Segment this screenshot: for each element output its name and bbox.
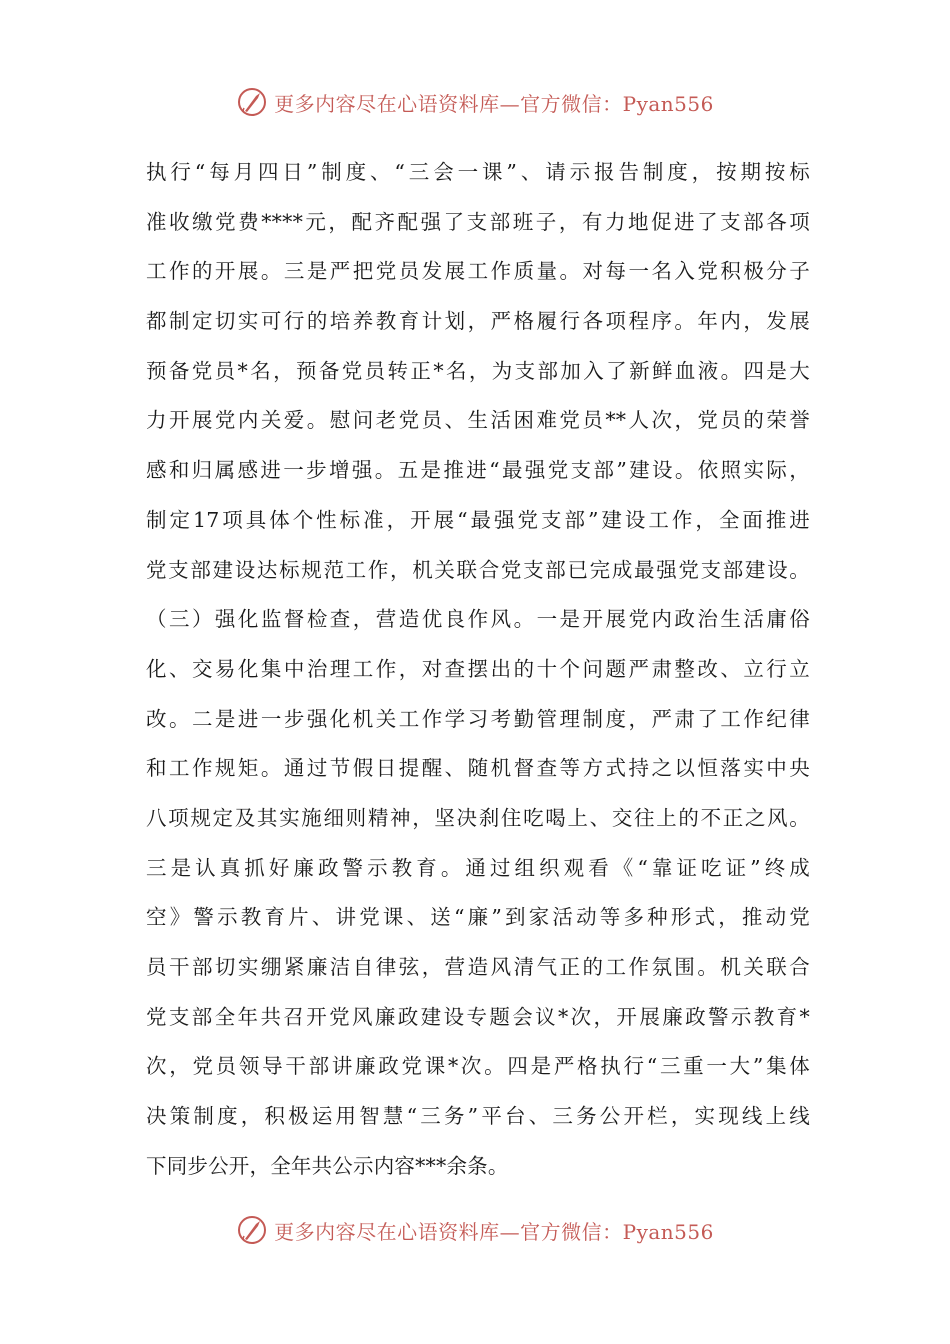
body-line: 工作的开展。三是严把党员发展工作质量。对每一名入党积极分子 (146, 259, 810, 284)
quill-pen-logo-icon (236, 86, 268, 118)
body-line: 员干部切实绷紧廉洁自律弦，营造风清气正的工作氛围。机关联合 (146, 955, 810, 979)
quill-pen-logo-icon (236, 1214, 268, 1246)
body-line: 空》警示教育片、讲党课、送“廉”到家活动等多种形式，推动党 (146, 905, 810, 930)
body-line: 预备党员*名，预备党员转正*名，为支部加入了新鲜血液。四是大 (146, 358, 810, 383)
body-line: 都制定切实可行的培养教育计划，严格履行各项程序。年内，发展 (146, 309, 810, 334)
body-line: 党支部建设达标规范工作，机关联合党支部已完成最强党支部建设。 (146, 557, 810, 582)
footer-watermark-text: 更多内容尽在心语资料库—官方微信：Pyan556 (274, 1219, 714, 1244)
body-line: 和工作规矩。通过节假日提醒、随机督查等方式持之以恒落实中央 (146, 756, 810, 781)
header-watermark (0, 82, 950, 122)
body-line: 党支部全年共召开党风廉政建设专题会议*次，开展廉政警示教育* (146, 1004, 810, 1029)
body-line: 次，党员领导干部讲廉政党课*次。四是严格执行“三重一大”集体 (146, 1054, 810, 1079)
body-line: 下同步公开，全年共公示内容***余条。 (146, 1153, 509, 1178)
body-line: 力开展党内关爱。慰问老党员、生活困难党员**人次，党员的荣誉 (146, 408, 810, 433)
body-line: 准收缴党费****元，配齐配强了支部班子，有力地促进了支部各项 (146, 209, 810, 234)
footer-watermark (0, 1210, 950, 1250)
document-body (146, 148, 810, 1191)
body-line: （三）强化监督检查，营造优良作风。一是开展党内政治生活庸俗 (146, 607, 810, 632)
body-line: 制定17项具体个性标准，开展“最强党支部”建设工作，全面推进 (146, 507, 810, 532)
body-line: 八项规定及其实施细则精神，坚决刹住吃喝上、交往上的不正之风。 (146, 805, 810, 830)
body-line: 感和归属感进一步增强。五是推进“最强党支部”建设。依照实际， (146, 458, 810, 483)
body-line: 决策制度，积极运用智慧“三务”平台、三务公开栏，实现线上线 (146, 1104, 810, 1129)
body-line: 化、交易化集中治理工作，对查摆出的十个问题严肃整改、立行立 (146, 656, 810, 681)
body-line: 改。二是进一步强化机关工作学习考勤管理制度，严肃了工作纪律 (146, 706, 810, 731)
body-line: 三是认真抓好廉政警示教育。通过组织观看《“靠证吃证”终成 (146, 855, 810, 880)
header-watermark-text: 更多内容尽在心语资料库—官方微信：Pyan556 (274, 91, 714, 116)
body-line: 执行“每月四日”制度、“三会一课”、请示报告制度，按期按标 (146, 160, 810, 184)
